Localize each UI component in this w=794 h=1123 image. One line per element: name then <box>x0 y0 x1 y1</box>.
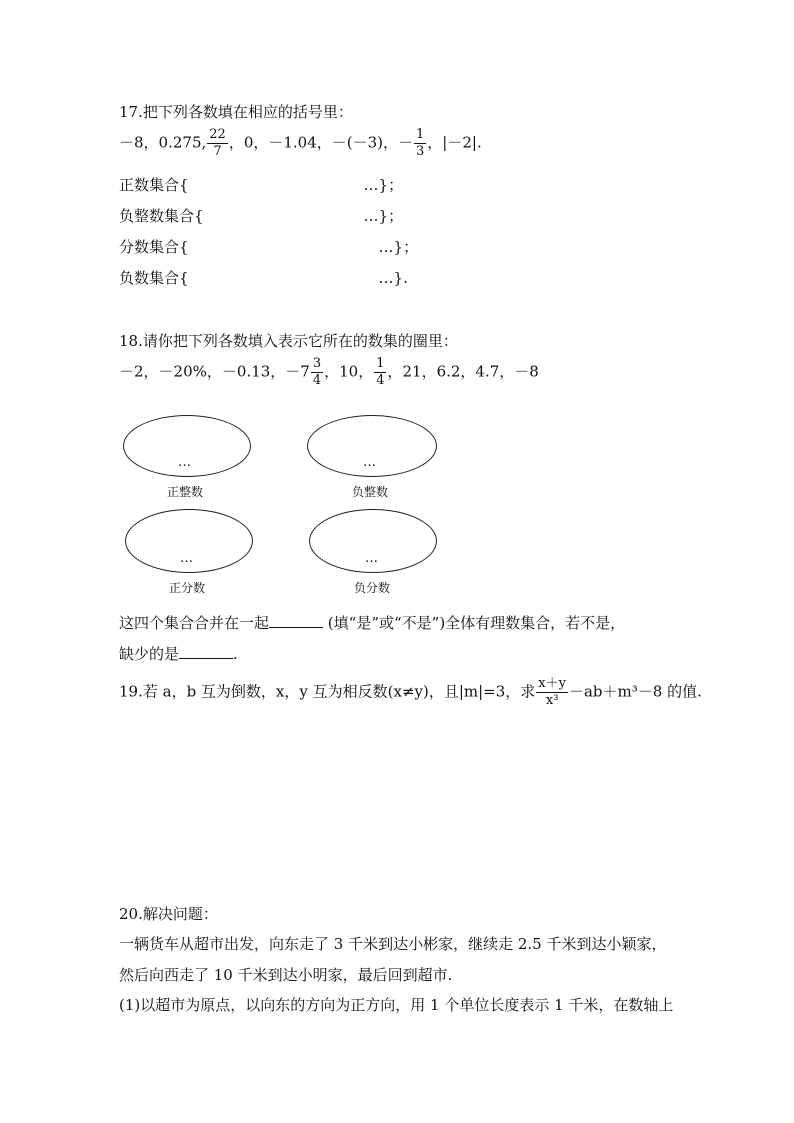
q18-question-line2 <box>119 643 238 664</box>
q20-title: 20.解决问题： <box>119 905 218 923</box>
circle-label-positive-integer: 正整数 <box>167 485 204 499</box>
question-end: . <box>233 645 238 663</box>
fraction-denominator: 7 <box>213 144 222 159</box>
q20-line-1: 一辆货车从超市出发，向东走了 3 千米到达小彬家，继续走 2.5 千米到达小颖家， <box>119 935 667 953</box>
q17-numbers-before: －8，0.275, <box>119 133 207 152</box>
q19-fraction <box>536 676 568 709</box>
q19-question <box>119 676 702 709</box>
number-set-diagram <box>119 403 441 599</box>
circle-label-negative-fraction: 负分数 <box>354 581 391 595</box>
q18-numbers-after: ，21，6.2，4.7，－8 <box>387 362 539 381</box>
q18-question <box>119 612 625 633</box>
q20-line-3: (1)以超市为原点，以向东的方向为正方向，用 1 个单位长度表示 1 千米，在数轴上 <box>119 996 674 1014</box>
q18-numbers-before: －2，－20%，－0.13，－7 <box>119 362 310 381</box>
set-label: 负数集合{ <box>119 269 189 287</box>
fraction-numerator: 1 <box>376 356 385 371</box>
circle-dots: … <box>365 551 378 566</box>
fraction-numerator: x＋y <box>538 676 566 691</box>
set-end: …}； <box>378 238 419 256</box>
circle-dots: … <box>180 551 193 566</box>
fraction-numerator: 3 <box>312 356 322 371</box>
set-end: …}； <box>363 207 404 225</box>
fraction-denominator: x³ <box>545 693 559 708</box>
q17-set-negative-integer <box>119 205 403 226</box>
set-label: 正数集合{ <box>119 176 189 194</box>
q17-fraction-1-3 <box>414 127 426 160</box>
q17-set-fraction <box>119 236 418 257</box>
q17-title: 17.把下列各数填在相应的括号里： <box>119 103 353 121</box>
q18-numbers <box>119 356 539 389</box>
q17-numbers-after: ，|－2|. <box>427 133 482 152</box>
fraction-numerator: 22 <box>209 127 226 142</box>
set-label: 负整数集合{ <box>119 207 204 225</box>
q19-text-after: －ab＋m³－8 的值. <box>568 682 702 701</box>
q17-numbers-middle: ，0，－1.04，－(－3)，－ <box>228 133 414 152</box>
q18-fraction-3-4 <box>311 356 323 389</box>
question-text: 缺少的是 <box>119 645 180 663</box>
q17-numbers <box>119 127 482 160</box>
fraction-denominator: 3 <box>416 144 425 159</box>
set-end: …}. <box>378 269 408 287</box>
fraction-denominator: 4 <box>376 373 385 388</box>
set-end: …}； <box>363 176 404 194</box>
circle-label-negative-integer: 负整数 <box>352 485 389 499</box>
q18-title: 18.请你把下列各数填入表示它所在的数集的圈里： <box>119 332 458 350</box>
fraction-numerator: 1 <box>416 127 425 142</box>
fraction-denominator: 4 <box>312 373 322 388</box>
set-label: 分数集合{ <box>119 238 189 256</box>
circle-dots: … <box>178 455 191 470</box>
circle-dots: … <box>363 455 376 470</box>
circle-label-positive-fraction: 正分数 <box>169 581 206 595</box>
q18-numbers-middle: ，10， <box>324 362 374 381</box>
question-text: (填“是”或“不是”)全体有理数集合，若不是， <box>327 614 626 632</box>
q18-fraction-1-4 <box>374 356 386 389</box>
q20-line-2: 然后向西走了 10 千米到达小明家，最后回到超市. <box>119 966 453 984</box>
answer-blank-missing[interactable] <box>179 644 233 659</box>
q19-text-before: 19.若 a，b 互为倒数，x，y 互为相反数(x≠y)，且|m|=3，求 <box>119 682 536 701</box>
q17-set-negative <box>119 267 408 288</box>
q17-fraction-22-7 <box>207 127 228 160</box>
question-text: 这四个集合合并在一起 <box>119 614 270 632</box>
answer-blank-is-or-not[interactable] <box>269 613 323 628</box>
q17-set-positive <box>119 174 403 195</box>
